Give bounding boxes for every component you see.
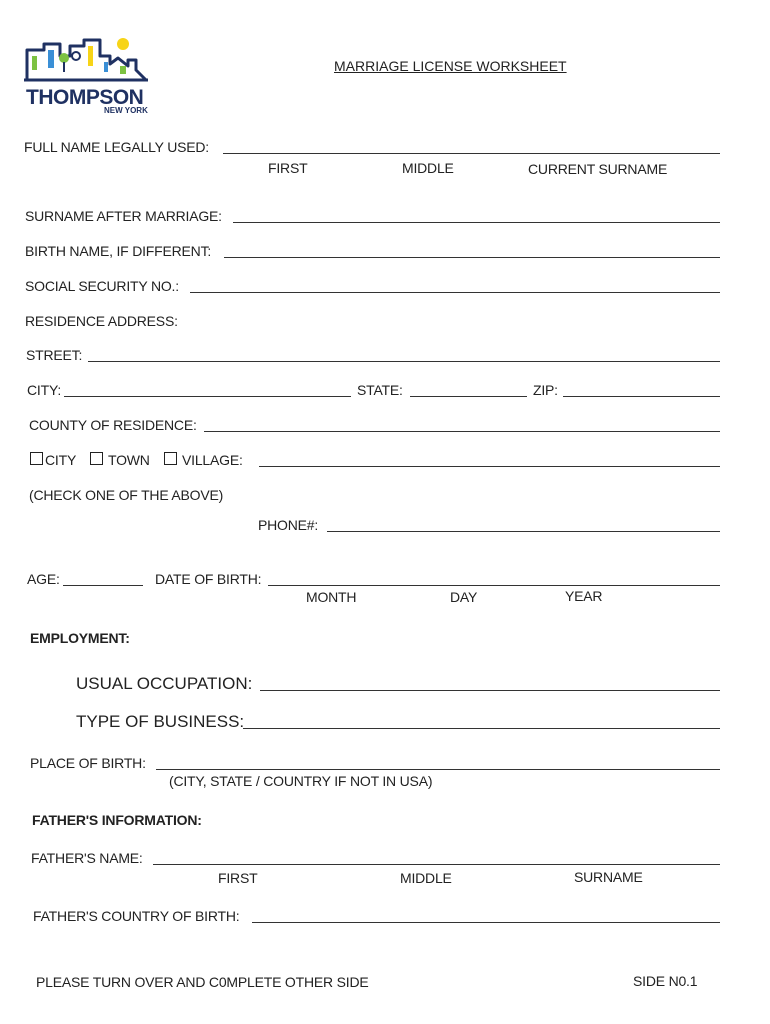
residence-label: RESIDENCE ADDRESS:: [25, 313, 178, 329]
dob-label: DATE OF BIRTH:: [155, 571, 262, 587]
full-name-input[interactable]: [223, 153, 720, 154]
surname-after-label: SURNAME AFTER MARRIAGE:: [25, 208, 222, 224]
ssn-label: SOCIAL SECURITY NO.:: [25, 278, 179, 294]
day-caption: DAY: [450, 589, 478, 605]
age-input[interactable]: [63, 585, 143, 586]
birth-name-label: BIRTH NAME, IF DIFFERENT:: [25, 243, 212, 259]
town-checkbox[interactable]: [90, 452, 103, 465]
middle-caption: MIDDLE: [402, 160, 454, 176]
father-country-input[interactable]: [252, 922, 720, 923]
birthplace-input[interactable]: [156, 769, 720, 770]
county-input[interactable]: [204, 431, 720, 432]
town-option-label: TOWN: [108, 452, 150, 468]
city-input[interactable]: [64, 396, 351, 397]
birth-name-input[interactable]: [224, 257, 720, 258]
business-label: TYPE OF BUSINESS:: [76, 712, 245, 731]
zip-label: ZIP:: [533, 382, 558, 398]
father-country-label: FATHER'S COUNTRY OF BIRTH:: [33, 908, 240, 924]
phone-label: PHONE#:: [258, 517, 319, 533]
business-input[interactable]: [243, 728, 720, 729]
city-checkbox[interactable]: [30, 452, 43, 465]
side-number: SIDE N0.1: [633, 973, 698, 989]
first-caption: FIRST: [268, 160, 308, 176]
father-name-label: FATHER'S NAME:: [31, 850, 143, 866]
father-surname-caption: SURNAME: [574, 869, 643, 885]
employment-heading: EMPLOYMENT:: [30, 630, 130, 646]
month-caption: MONTH: [306, 589, 357, 605]
phone-input[interactable]: [327, 531, 720, 532]
thompson-logo: [24, 36, 150, 118]
city-option-label: CITY: [45, 452, 77, 468]
city-label: CITY:: [27, 382, 62, 398]
occupation-label: USUAL OCCUPATION:: [76, 674, 253, 693]
dob-input[interactable]: [268, 585, 720, 586]
county-label: COUNTY OF RESIDENCE:: [29, 417, 197, 433]
full-name-label: FULL NAME LEGALLY USED:: [24, 139, 209, 155]
birthplace-label: PLACE OF BIRTH:: [30, 755, 146, 771]
zip-input[interactable]: [563, 396, 720, 397]
birthplace-hint: (CITY, STATE / COUNTRY IF NOT IN USA): [169, 773, 433, 789]
municipality-input[interactable]: [259, 466, 720, 467]
ssn-input[interactable]: [190, 292, 720, 293]
current-surname-caption: CURRENT SURNAME: [528, 161, 668, 177]
street-label: STREET:: [26, 347, 83, 363]
age-label: AGE:: [27, 571, 60, 587]
year-caption: YEAR: [565, 588, 603, 604]
turn-over-note: PLEASE TURN OVER AND C0MPLETE OTHER SIDE: [36, 974, 369, 990]
page-title: MARRIAGE LICENSE WORKSHEET: [334, 58, 567, 74]
father-name-input[interactable]: [153, 864, 720, 865]
occupation-input[interactable]: [260, 690, 720, 691]
state-label: STATE:: [357, 382, 403, 398]
street-input[interactable]: [88, 361, 720, 362]
father-heading: FATHER'S INFORMATION:: [32, 812, 202, 828]
village-option-label: VILLAGE:: [182, 452, 243, 468]
surname-after-input[interactable]: [233, 222, 720, 223]
state-input[interactable]: [410, 396, 527, 397]
father-middle-caption: MIDDLE: [400, 870, 452, 886]
village-checkbox[interactable]: [164, 452, 177, 465]
city-skyline-icon: [24, 36, 150, 86]
logo-name: THOMPSON: [26, 86, 144, 109]
father-first-caption: FIRST: [218, 870, 258, 886]
logo-sub: NEW YORK: [104, 106, 148, 115]
check-one-note: (CHECK ONE OF THE ABOVE): [29, 487, 224, 503]
